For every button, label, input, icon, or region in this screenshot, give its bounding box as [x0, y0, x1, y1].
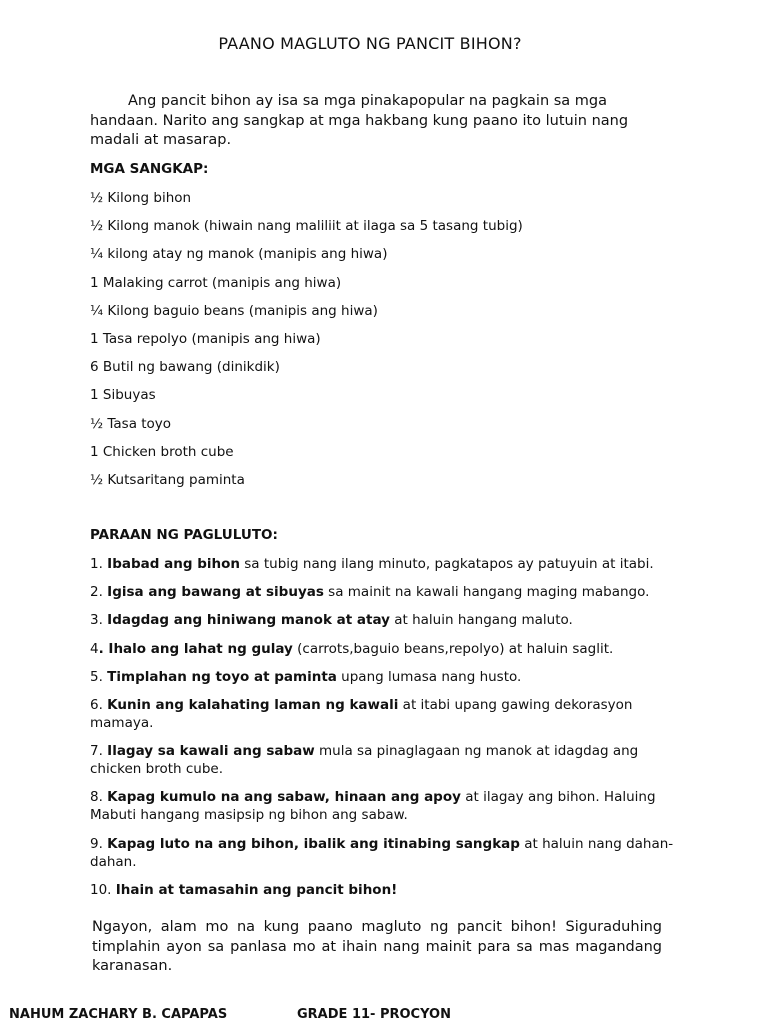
ingredient-item: 1 Tasa repolyo (manipis ang hiwa)	[90, 330, 321, 347]
ingredient-item: ½ Kutsaritang paminta	[90, 471, 245, 488]
steps-heading: PARAAN NG PAGLULUTO:	[90, 527, 278, 543]
step-number: 3.	[90, 612, 108, 629]
step-item	[90, 696, 680, 732]
step-number: 2.	[90, 584, 108, 601]
step-number: 4	[90, 640, 99, 657]
intro-paragraph: Ang pancit bihon ay isa sa mga pinakapopular na pagkain sa mga handaan. Narito ang sangkap at mga hakbang kung paano ito lutuin nang madali at masarap.	[90, 93, 629, 148]
ingredients-heading: MGA SANGKAP:	[90, 161, 209, 177]
step-detail: at haluin hangang maluto.	[389, 612, 573, 629]
ingredients-list	[90, 189, 523, 499]
author-name: NAHUM ZACHARY B. CAPAPAS	[9, 1007, 228, 1022]
step-item	[90, 788, 680, 824]
ingredient-item: 6 Butil ng bawang (dinikdik)	[90, 359, 280, 376]
step-detail: mula sa pinaglagaan ng manok at idagdag ang chicken broth cube.	[90, 743, 639, 778]
step-item	[90, 611, 680, 629]
ingredient-item: ¼ Kilong baguio beans (manipis ang hiwa)	[90, 302, 378, 319]
step-detail: at ilagay ang bihon. Haluing Mabuti hangang masipsip ng bihon ang sabaw.	[90, 789, 656, 824]
ingredient-item: 1 Malaking carrot (manipis ang hiwa)	[90, 274, 342, 291]
step-detail: upang lumasa nang husto.	[336, 668, 522, 685]
grade-section: GRADE 11- PROCYON	[297, 1007, 451, 1022]
step-action: Ibabad ang bihon	[107, 556, 240, 572]
step-item	[90, 583, 680, 601]
step-number: 8.	[90, 789, 108, 806]
step-number: 5.	[90, 668, 108, 685]
footer	[9, 1007, 729, 1022]
step-action: Kapag kumulo na ang sabaw, hinaan ang apoy	[107, 789, 461, 806]
step-item	[90, 555, 680, 573]
step-action: Ilagay sa kawali ang sabaw	[107, 743, 315, 760]
conclusion-paragraph: Ngayon, alam mo na kung paano magluto ng pancit bihon! Siguraduhing timplahin ayon sa panlasa mo at ihain nang mainit para sa mas magandang karanasan.	[92, 919, 662, 974]
ingredient-item: 1 Sibuyas	[90, 387, 156, 404]
step-number: 10.	[90, 881, 116, 898]
step-action: Ihain at tamasahin ang pancit bihon!	[115, 881, 398, 898]
step-number: 9.	[90, 835, 108, 852]
step-number: 7.	[90, 743, 108, 760]
step-number: 6.	[90, 696, 108, 713]
step-item	[90, 640, 680, 658]
step-item	[90, 668, 680, 686]
steps-list	[90, 555, 680, 909]
step-action: Kapag luto na ang bihon, ibalik ang itinabing sangkap	[107, 835, 520, 852]
ingredient-item: ½ Kilong manok (hiwain nang maliliit at ilaga sa 5 tasang tubig)	[90, 218, 523, 235]
ingredient-item: 1 Chicken broth cube	[90, 443, 234, 460]
step-action: Kunin ang kalahating laman ng kawali	[107, 696, 399, 713]
step-action: Idagdag ang hiniwang manok at atay	[107, 612, 390, 629]
step-action: Timplahan ng toyo at paminta	[107, 668, 337, 685]
step-action: . Ihalo ang lahat ng gulay	[98, 640, 293, 657]
step-number: 1.	[90, 556, 108, 572]
step-detail: sa mainit na kawali hangang maging mabango.	[323, 584, 650, 601]
step-detail: sa tubig nang ilang minuto, pagkatapos ay patuyuin at itabi.	[239, 556, 654, 572]
ingredient-item: ½ Kilong bihon	[90, 190, 192, 206]
step-detail: (carrots,baguio beans,repolyo) at haluin saglit.	[292, 640, 614, 657]
ingredient-item: ¼ kilong atay ng manok (manipis ang hiwa)	[90, 246, 388, 263]
step-item	[90, 835, 680, 871]
step-detail: at itabi upang gawing dekorasyon mamaya.	[90, 696, 633, 731]
step-action: Igisa ang bawang at sibuyas	[107, 584, 324, 601]
ingredient-item: ½ Tasa toyo	[90, 415, 172, 432]
document-title: PAANO MAGLUTO NG PANCIT BIHON?	[218, 34, 522, 53]
step-detail: at haluin nang dahan-dahan.	[90, 835, 674, 870]
step-item	[90, 742, 680, 778]
step-item	[90, 881, 680, 899]
